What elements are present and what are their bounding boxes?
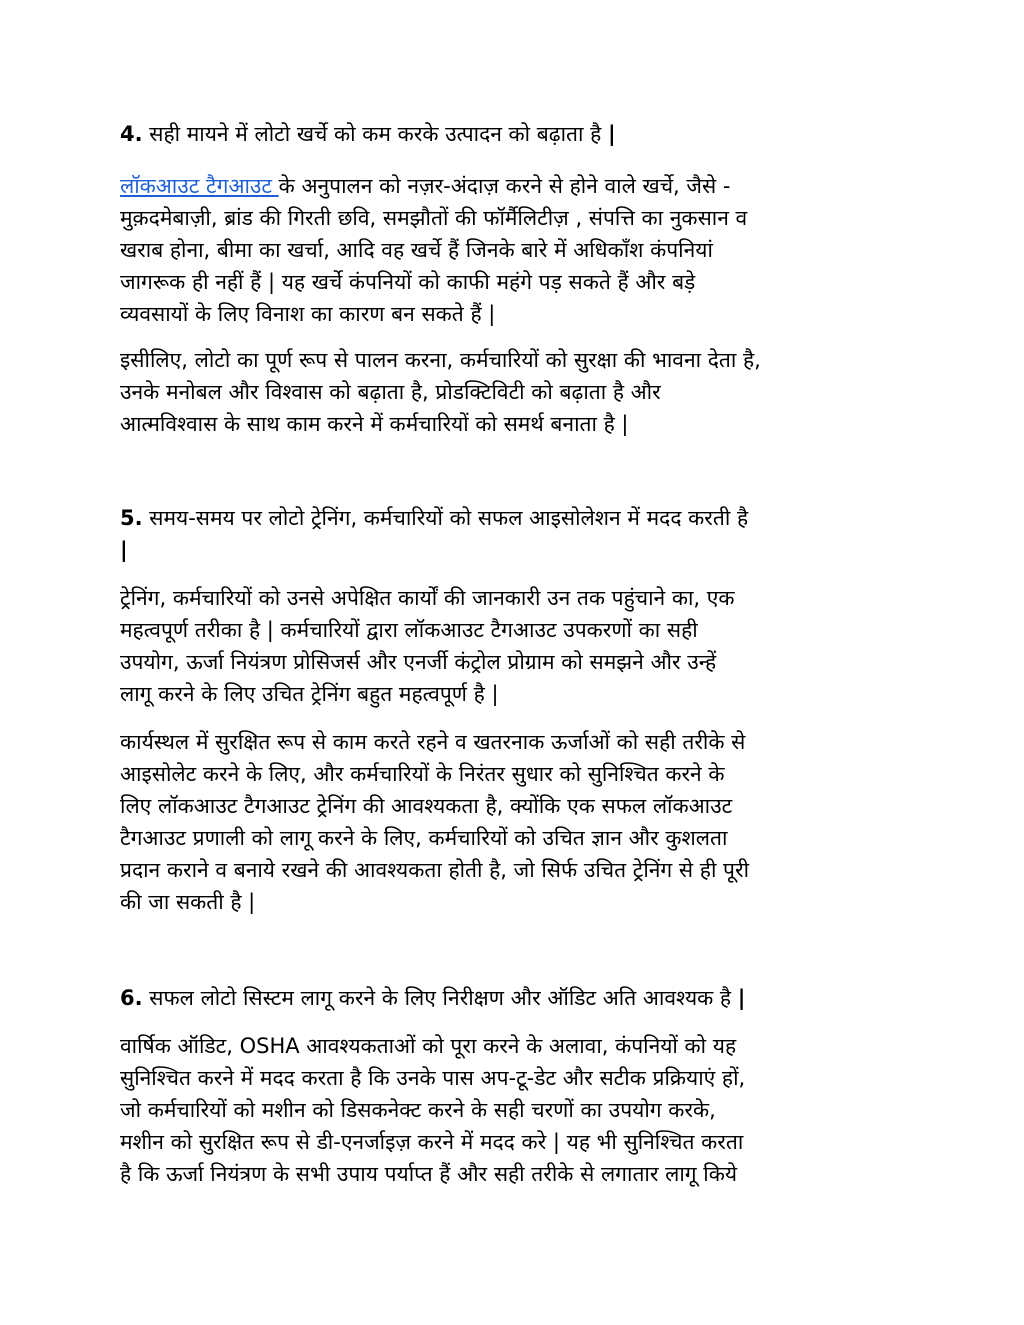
paragraph-line	[120, 171, 730, 201]
paragraph-line: उनके मनोबल और विश्वास को बढ़ाता है, प्रोडक्टिविटी को बढ़ाता है और	[120, 380, 661, 404]
paragraph-line: मुक़दमेबाज़ी, ब्रांड की गिरती छवि, समझौतों की फॉर्मैलिटीज़ , संपत्ति का नुकसान व	[120, 206, 748, 230]
section-5-number: 5.	[120, 506, 143, 530]
section-5-heading-text: समय-समय पर लोटो ट्रेनिंग, कर्मचारियों को सफल आइसोलेशन में मदद करती है	[142, 506, 749, 530]
paragraph-line: व्यवसायों के लिए विनाश का कारण बन सकते हैं |	[120, 302, 496, 326]
section-4-number: 4.	[120, 122, 143, 146]
paragraph-line: की जा सकती है |	[120, 890, 256, 914]
paragraph-line: टैगआउट प्रणाली को लागू करने के लिए, कर्मचारियों को उचित ज्ञान और कुशलता	[120, 826, 728, 850]
paragraph-line: आइसोलेट करने के लिए, और कर्मचारियों के निरंतर सुधार को सुनिश्चित करने के	[120, 762, 725, 786]
paragraph-line: जागरूक ही नहीं हैं | यह खर्चे कंपनियों को काफी महंगे पड़ सकते हैं और बड़े	[120, 270, 696, 294]
paragraph-line: जो कर्मचारियों को मशीन को डिसकनेक्ट करने के सही चरणों का उपयोग करके,	[120, 1098, 716, 1122]
paragraph-line: वार्षिक ऑडिट, OSHA आवश्यकताओं को पूरा करने के अलावा, कंपनियों को यह	[120, 1034, 737, 1058]
paragraph-line: मशीन को सुरक्षित रूप से डी-एनर्जाइज़ करने में मदद करे | यह भी सुनिश्चित करता	[120, 1130, 744, 1154]
section-5-heading	[120, 503, 748, 533]
section-6-heading	[120, 983, 745, 1013]
paragraph-line: प्रदान कराने व बनाये रखने की आवश्यकता होती है, जो सिर्फ उचित ट्रेनिंग से ही पूरी	[120, 858, 750, 882]
section-4-heading-bar: |	[607, 122, 616, 146]
paragraph-line: है कि ऊर्जा नियंत्रण के सभी उपाय पर्याप्त हैं और सही तरीके से लगातार लागू किये	[120, 1162, 738, 1186]
section-6-heading-bar: |	[737, 986, 746, 1010]
paragraph-line: आत्मविश्वास के साथ काम करने में कर्मचारियों को समर्थ बनाता है |	[120, 412, 629, 436]
paragraph-line: इसीलिए, लोटो का पूर्ण रूप से पालन करना, कर्मचारियों को सुरक्षा की भावना देता है,	[120, 348, 761, 372]
paragraph-line: खराब होना, बीमा का खर्चा, आदि वह खर्चे हैं जिनके बारे में अधिकाँश कंपनियां	[120, 238, 713, 262]
paragraph-text: के अनुपालन को नज़र-अंदाज़ करने से होने वाले खर्चे, जैसे -	[278, 174, 731, 198]
paragraph-line: सुनिश्चित करने में मदद करता है कि उनके पास अप-टू-डेट और सटीक प्रक्रियाएं हों,	[120, 1066, 746, 1090]
paragraph-line: कार्यस्थल में सुरक्षित रूप से काम करते रहने व खतरनाक ऊर्जाओं को सही तरीके से	[120, 730, 746, 754]
section-6-number: 6.	[120, 986, 143, 1010]
paragraph-line: ट्रेनिंग, कर्मचारियों को उनसे अपेक्षित कार्यों की जानकारी उन तक पहुंचाने का, एक	[120, 586, 735, 610]
section-5-heading-bar: |	[120, 538, 128, 562]
paragraph-line: लागू करने के लिए उचित ट्रेनिंग बहुत महत्वपूर्ण है |	[120, 682, 499, 706]
paragraph-line: महत्वपूर्ण तरीका है | कर्मचारियों द्वारा लॉकआउट टैगआउट उपकरणों का सही	[120, 618, 698, 642]
section-6-heading-text: सफल लोटो सिस्टम लागू करने के लिए निरीक्षण और ऑडिट अति आवश्यक है	[142, 986, 738, 1010]
section-4-heading	[120, 119, 616, 149]
section-4-heading-text: सही मायने में लोटो खर्चे को कम करके उत्पादन को बढ़ाता है	[142, 122, 608, 146]
paragraph-line: लिए लॉकआउट टैगआउट ट्रेनिंग की आवश्यकता है, क्योंकि एक सफल लॉकआउट	[120, 794, 733, 818]
paragraph-line: उपयोग, ऊर्जा नियंत्रण प्रोसिजर्स और एनर्जी कंट्रोल प्रोग्राम को समझने और उन्हें	[120, 650, 717, 674]
section-5-heading-continuation	[120, 535, 128, 565]
lockout-tagout-link[interactable]: लॉकआउट टैगआउट	[120, 174, 279, 198]
